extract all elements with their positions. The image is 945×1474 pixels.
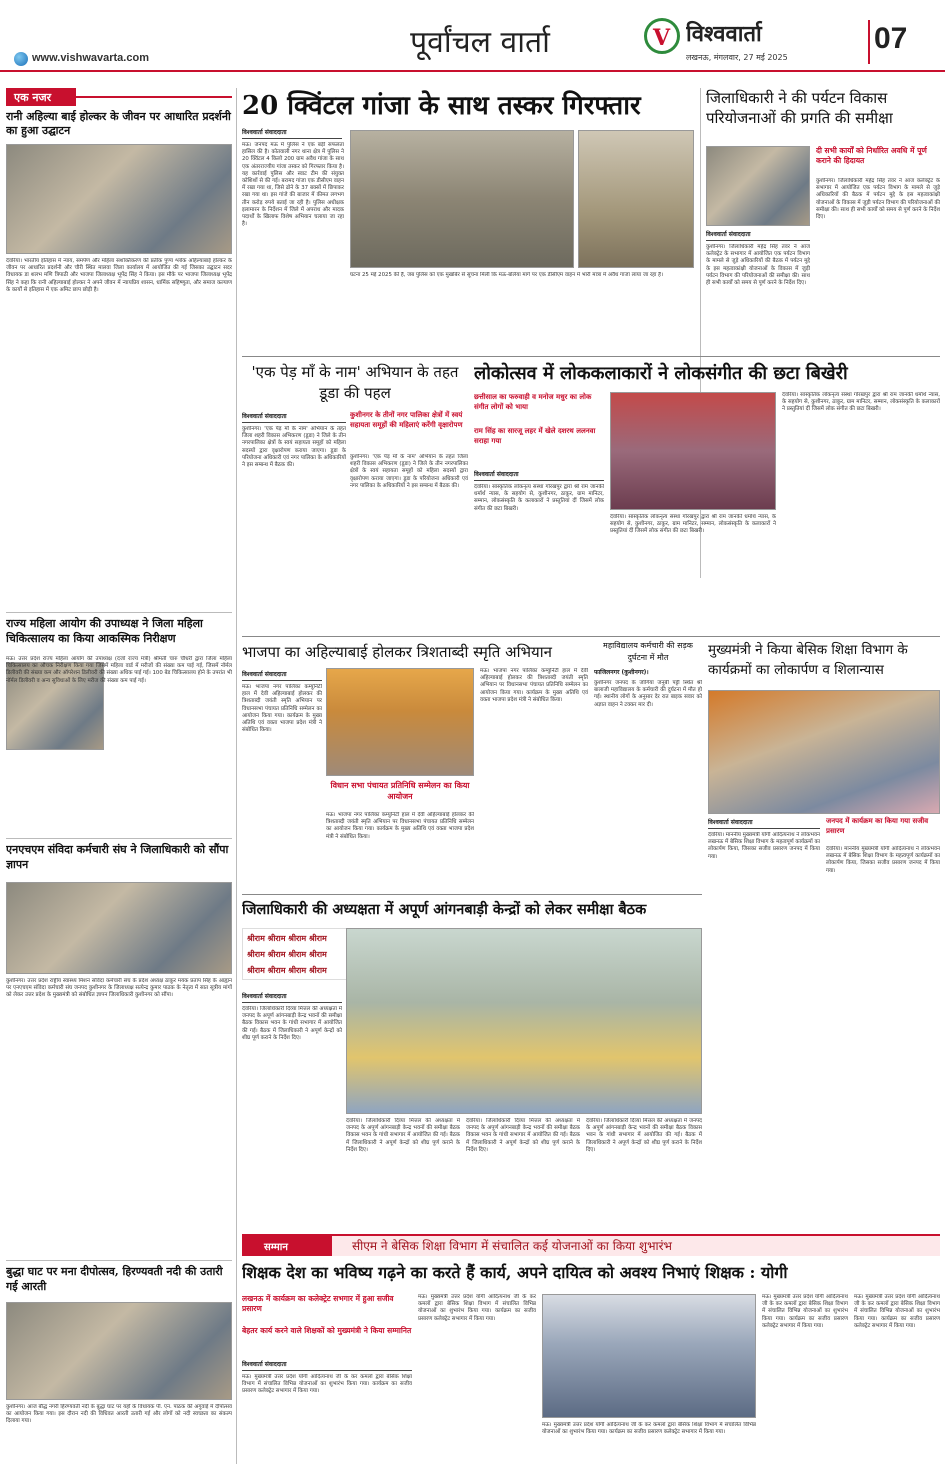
- ek-ped-text-b: कुशीनगर। 'एक पेड़ माँ के नाम' अभियान के तहत जिला शहरी विकास अभिकरण (डूडा) ने जिले के तीन नगरपालिका क्षेत्रों के स्वयं सहायता समूहों को महिला सदस्यों द्वारा वृक्षारोपण कराया जाएगा। डूडा के परियोजना अधिकारी एवं नगर पालिका के अधिकारियों ने इस सम्बन्ध में बैठक की।: [350, 454, 468, 489]
- dm-byline: विश्ववार्ता संवाददाता: [706, 230, 810, 241]
- lokotsav-point-2: राम सिंह का सारजू लहर में खेले दशरथ ललनवा सराहा गया: [474, 426, 596, 445]
- page-number-divider: [868, 20, 870, 64]
- dm-subhead-text: दी सभी कार्यों को निर्धारित अवधि में पूर्ण कराने की हिदायत: [816, 146, 927, 165]
- anganwadi-text-c: देवरिया। जिलाधिकारी दिव्या मित्तल की अध्यक्षता में जनपद के अपूर्ण आंगनबाड़ी केन्द्र भवनों की समीक्षा बैठक विकास भवन के गांधी सभागार में आयोजित की गई। बैठक में जिलाधिकारी ने अपूर्ण केन्द्रों को शीघ्र पूर्ण कराने के निर्देश दिए।: [466, 1118, 580, 1153]
- mahavidyalaya-text: कुशीनगर जनपद के जोगिया जनूबी पट्टी स्थित श्री बालाजी महाविद्यालय के कर्मचारी की दुर्घटना में मौत हो गई। स्थानीय लोगों के अनुसार देर रात बाइक सवार को अज्ञात वाहन ने टक्कर मार दी।: [594, 680, 702, 708]
- left-column: [6, 88, 232, 1468]
- mahavidyalaya-headline[interactable]: महाविद्यालय कर्मचारी की सड़क दुर्घटना में मौत: [603, 641, 693, 662]
- anganwadi-story: [242, 898, 702, 1228]
- lokotsav-story: [474, 362, 940, 632]
- main-text-left: मऊ। जनपद मऊ में पुलिस ने एक बड़ी सफलता हासिल की है। कोतवाली नगर थाना क्षेत्र में पुलिस ने 20 क्विंटल 4 किलो 200 ग्राम अवैध गांजा के साथ एक अंतरराज्यीय गांजा तस्कर को गिरफ्तार किया है। यह कार्रवाई पुलिस और स्वाट टीम की संयुक्त कोशिशों से की गई। बरामद गांजा एक डीसीएम वाहन में रखा गया था, जिसे ढोने के 37 बक्सों में छिपाकर रखा गया था। इस गांजे की बाजार में कीमत लगभग तीन करोड़ रुपये बताई जा रही है। पुलिस अधीक्षक इलामारन के निर्देशन में जिले में अपराध और मादक पदार्थों के खिलाफ विशेष अभियान चलाया जा रहा है।: [242, 142, 344, 228]
- story4-headline[interactable]: बुद्धा घाट पर मना दीपोत्सव, हिरण्यवती नदी की उतारी गई आरती: [6, 1265, 223, 1293]
- bjp-headline[interactable]: भाजपा का अहिल्याबाई होलकर त्रिशताब्दी स्मृति अभियान: [242, 643, 552, 661]
- yogi-point-1: लखनऊ में कार्यक्रम का कलेक्ट्रेट सभगार में हुआ सजीव प्रसारण: [242, 1294, 394, 1313]
- story3-headline[interactable]: एनएचएम संविदा कर्मचारी संघ ने जिलाधिकारी को सौंपा ज्ञापन: [6, 843, 229, 871]
- section-title: पूर्वांचल वार्ता: [410, 25, 550, 60]
- shriram-line-3: श्रीराम श्रीराम श्रीराम श्रीराम: [247, 966, 327, 975]
- lokotsav-headline[interactable]: लोकोत्सव में लोककलाकारों ने लोकसंगीत की छटा बिखेरी: [474, 363, 848, 384]
- bjp-subhead: विधान सभा पंचायत प्रतिनिधि सम्मेलन का किया आयोजन: [330, 780, 470, 801]
- anganwadi-text-a: देवरिया। जिलाधिकारी दिव्या मित्तल की अध्यक्षता में जनपद के अपूर्ण आंगनबाड़ी केन्द्र भवनों की समीक्षा बैठक विकास भवन के गांधी सभागार में आयोजित की गई। बैठक में जिलाधिकारी ने अपूर्ण केन्द्रों को शीघ्र पूर्ण कराने के निर्देश दिए।: [242, 1006, 342, 1041]
- shriram-line-2: श्रीराम श्रीराम श्रीराम श्रीराम: [247, 950, 327, 959]
- dm-story: [706, 88, 940, 350]
- main-photo-seized: [578, 130, 694, 268]
- mahavidyalaya-story: [594, 640, 702, 890]
- masthead: [0, 0, 945, 72]
- samman-tag: सम्मान: [242, 1236, 332, 1256]
- ek-ped-subhead: कुशीनगर के तीनों नगर पालिका क्षेत्रों में स्वयं सहायता समूहों की महिलाएं करेंगी वृक्षारोपण: [350, 410, 463, 429]
- yogi-headline[interactable]: शिक्षक देश का भविष्य गढ़ने का करते हैं कार्य, अपने दायित्व को अवश्य निभाएं शिक्षक : योगी: [242, 1263, 788, 1282]
- anganwadi-text-d: देवरिया। जिलाधिकारी दिव्या मित्तल की अध्यक्षता में जनपद के अपूर्ण आंगनबाड़ी केन्द्र भवनों की समीक्षा बैठक विकास भवन के गांधी सभागार में आयोजित की गई। बैठक में जिलाधिकारी ने अपूर्ण केन्द्रों को शीघ्र पूर्ण कराने के निर्देश दिए।: [586, 1118, 702, 1153]
- main-photo-caption: घटना 25 मई 2025 की है, जब पुलिस को एक मुखबिर से सूचना मिली कि मऊ-बलिया मार्ग पर एक डीसीएम वाहन में भारी मात्रा में अवैध गांजा लाया जा रहा है।: [350, 272, 664, 278]
- lokotsav-text-b: देवरिया। सांस्कृतिक लोकनृत्य संस्था गोरखपुर द्वारा श्री राम जानकी धर्मार्थ न्यास, के सहयोग से, कुशीनगर, ठाकुर, ग्राम मानिटर, सम्मान, लोकसंस्कृति के कलाकारों ने प्रस्तुतियां दीं जिसमें लोक संगीत की छटा बिखरी।: [610, 514, 776, 535]
- story2-text: मऊ। उत्तर प्रदेश राज्य महिला आयोग की उपाध्यक्ष (दर्जा राज्य मंत्री) श्रीमती चारु चौधरी द्वारा जिला महिला चिकित्सालय का औचक निरीक्षण किया गया जिसमें महिला वार्ड में मरीजों की संख्या कम पाई गई, जिसमें नॉर्मल डिलीवरी की संख्या कम और ऑपरेशन डिलीवरी की संख्या अधिक पाई गई। 100 बेड चिकित्सालय होने के उपरांत भी नॉर्मल डिलीवरी व अन्य सुविधाओं के लिए मरीज की संख्या कम पाई गई।: [6, 656, 232, 684]
- story1-photo: [6, 144, 232, 254]
- yogi-text-b: मऊ। मुख्यमंत्री उत्तर प्रदेश योगी आदित्यनाथ जी के कर कमलों द्वारा बेसिक शिक्षा विभाग में संचालित विभिन्न योजनाओं का शुभारंभ किया गया। कार्यक्रम का सजीव प्रसारण कलेक्ट्रेट सभागार में किया गया।: [418, 1294, 536, 1322]
- cm-basic-caption: जनपद में कार्यक्रम का किया गया सजीव प्रसारण: [826, 816, 929, 835]
- cm-basic-text-b: देवरिया। माननीय मुख्यमंत्री योगी आदित्यनाथ ने लोकभवन लखनऊ में बेसिक शिक्षा विभाग के महत्वपूर्ण कार्यक्रमों का लोकार्पण किया, जिसका सजीव प्रसारण जनपद में किया गया।: [826, 846, 940, 874]
- story1-headline[interactable]: रानी अहिल्या बाई होल्कर के जीवन पर आधारित प्रदर्शनी का हुआ उद्घाटन: [6, 110, 231, 137]
- main-photo-police: [350, 130, 574, 268]
- brand-name: विश्ववार्ता: [686, 21, 762, 47]
- page-number: 07: [874, 22, 908, 55]
- yogi-story: [242, 1260, 940, 1470]
- place-date: लखनऊ, मंगलवार, 27 मई 2025: [686, 53, 788, 62]
- lokotsav-point-1: छत्तीसाल का फरुवाही व मनोज मधुर का लोक संगीत लोगों को भाया: [474, 392, 592, 411]
- main-byline: विश्ववार्ता संवाददाता: [242, 128, 342, 139]
- cm-basic-byline: विश्ववार्ता संवाददाता: [708, 818, 820, 829]
- bjp-text-a: मऊ। भाजपा नगर पालिका कम्युनिटी हाल में देवी अहिल्याबाई होलकर की त्रिशताब्दी जयंती स्मृति अभियान पर विधानसभा पंचायत प्रतिनिधि सम्मेलन का आयोजन किया गया। कार्यक्रम के मुख्य अतिथि एवं वक्ता भाजपा प्रदेश मंत्री ने संबोधित किया।: [242, 684, 322, 734]
- lokotsav-photo: [610, 392, 776, 510]
- lokotsav-text-c: देवरिया। सांस्कृतिक लोकनृत्य संस्था गोरखपुर द्वारा श्री राम जानकी धर्मार्थ न्यास, के सहयोग से, कुशीनगर, ठाकुर, ग्राम मानिटर, सम्मान, लोकसंस्कृति के कलाकारों ने प्रस्तुतियां दीं जिसमें लोक संगीत की छटा बिखरी।: [782, 392, 940, 413]
- cm-basic-photo: [708, 690, 940, 814]
- anganwadi-headline[interactable]: जिलाधिकारी की अध्यक्षता में अपूर्ण आंगनबाड़ी केन्द्रों को लेकर समीक्षा बैठक: [242, 901, 647, 918]
- story3-photo: [6, 882, 232, 974]
- bjp-byline: विश्ववार्ता संवाददाता: [242, 670, 322, 681]
- cm-basic-story: [708, 640, 940, 1228]
- anganwadi-text-b: देवरिया। जिलाधिकारी दिव्या मित्तल की अध्यक्षता में जनपद के अपूर्ण आंगनबाड़ी केन्द्र भवनों की समीक्षा बैठक विकास भवन के गांधी सभागार में आयोजित की गई। बैठक में जिलाधिकारी ने अपूर्ण केन्द्रों को शीघ्र पूर्ण कराने के निर्देश दिए।: [346, 1118, 460, 1153]
- bjp-story: [242, 640, 588, 890]
- samman-bar: [242, 1234, 940, 1256]
- ek-ped-story: [242, 362, 468, 632]
- dm-headline[interactable]: जिलाधिकारी ने की पर्यटन विकास परियोजनाओं की प्रगति की समीक्षा: [706, 89, 893, 127]
- brand-logo-icon: V: [644, 18, 680, 54]
- anganwadi-photo: [346, 928, 702, 1114]
- yogi-byline: विश्ववार्ता संवाददाता: [242, 1360, 412, 1371]
- cm-basic-text-a: देवरिया। माननीय मुख्यमंत्री योगी आदित्यनाथ ने लोकभवन लखनऊ में बेसिक शिक्षा विभाग के महत्वपूर्ण कार्यक्रमों का लोकार्पण किया, जिसका सजीव प्रसारण जनपद में किया गया।: [708, 832, 820, 860]
- story3-text: कुशीनगर। उत्तर प्रदेश राष्ट्रीय स्वास्थ्य मिशन संविदा कर्मचारी संघ के प्रदेश अध्यक्ष ठाकुर मयंक प्रताप सिंह के आह्वान पर एनएचएम संविदा कर्मचारी संघ जनपद कुशीनगर के जिलाध्यक्ष सत्येन्द्र कुमार पाठक के नेतृत्व में सात सूत्रीय मांगों को लेकर उत्तर प्रदेश के मुख्यमंत्री को संबोधित ज्ञापन जिलाधिकारी कुशीनगर को सौंपा।: [6, 978, 232, 999]
- bjp-text-b: मऊ। भाजपा नगर पालिका कम्युनिटी हाल में देवी अहिल्याबाई होलकर की त्रिशताब्दी जयंती स्मृति अभियान पर विधानसभा पंचायत प्रतिनिधि सम्मेलन का आयोजन किया गया। कार्यक्रम के मुख्य अतिथि एवं वक्ता भाजपा प्रदेश मंत्री ने संबोधित किया।: [326, 812, 474, 840]
- yogi-point-2: बेहतर कार्य करने वाले शिक्षकों को मुख्यमंत्री ने किया सम्मानित: [242, 1326, 412, 1335]
- dm-text-left: कुशीनगर। जिलाधिकारी महेंद्र सिंह तंवर ने आज कलेक्ट्रेट के सभागार में आयोजित एक पर्यटन विभाग के मामले से जुड़े अधिकारियों की बैठक में पर्यटन मुद्दे के इस महत्वाकांक्षी योजनाओं के विकास में जुड़ी पर्यटन विभाग की परियोजनाओं की समीक्षा की। साथ ही सभी कार्यों को समय से पूर्ण करने के निर्देश दिए।: [706, 244, 810, 287]
- samman-text[interactable]: सीएम ने बेसिक शिक्षा विभाग में संचालित कई योजनाओं का किया शुभारंभ: [352, 1239, 672, 1253]
- main-headline[interactable]: 20 क्विंटल गांजा के साथ तस्कर गिरफ्तार: [242, 91, 641, 121]
- anganwadi-byline: विश्ववार्ता संवाददाता: [242, 992, 342, 1003]
- ek-ped-headline[interactable]: 'एक पेड़ माँ के नाम' अभियान के तहत डूडा की पहल: [251, 363, 459, 402]
- story4-text: कुशीनगर। आज बौद्ध नगरी हिरण्यवती नदी के बुद्धा घाट पर यहाँ के विधायक पी. एन. पाठक की अगुवाई में दीपोत्सव का आयोजन किया गया। इस दौरान नदी की विधिवत आरती उतारी गई और लोगों को नदी स्वच्छता का संकल्प दिलाया गया।: [6, 1404, 232, 1425]
- shriram-line-1: श्रीराम श्रीराम श्रीराम श्रीराम: [247, 934, 327, 943]
- yogi-text-a: मऊ। मुख्यमंत्री उत्तर प्रदेश योगी आदित्यनाथ जी के कर कमलों द्वारा बेसिक शिक्षा विभाग में संचालित विभिन्न योजनाओं का शुभारंभ किया गया। कार्यक्रम का सजीव प्रसारण कलेक्ट्रेट सभागार में किया गया।: [242, 1374, 412, 1395]
- lokotsav-text-a: देवरिया। सांस्कृतिक लोकनृत्य संस्था गोरखपुर द्वारा श्री राम जानकी धर्मार्थ न्यास, के सहयोग से, कुशीनगर, ठाकुर, ग्राम मानिटर, सम्मान, लोकसंस्कृति के कलाकारों ने प्रस्तुतियां दीं जिसमें लोक संगीत की छटा बिखरी।: [474, 484, 604, 512]
- lokotsav-byline: विश्ववार्ता संवाददाता: [474, 470, 604, 481]
- dm-photo: [706, 146, 810, 226]
- ek-ped-text-a: कुशीनगर। 'एक पेड़ माँ के नाम' अभियान के तहत जिला शहरी विकास अभिकरण (डूडा) ने जिले के तीन नगरपालिका क्षेत्रों के स्वयं सहायता समूहों को महिला सदस्यों द्वारा वृक्षारोपण कराया जाएगा। डूडा के परियोजना अधिकारी एवं नगर पालिका के अधिकारियों ने इस सम्बन्ध में बैठक की।: [242, 426, 346, 469]
- website-url[interactable]: www.vishwavarta.com: [32, 52, 149, 64]
- yogi-text-e: मऊ। मुख्यमंत्री उत्तर प्रदेश योगी आदित्यनाथ जी के कर कमलों द्वारा बेसिक शिक्षा विभाग में संचालित विभिन्न योजनाओं का शुभारंभ किया गया। कार्यक्रम का सजीव प्रसारण कलेक्ट्रेट सभागार में किया गया।: [854, 1294, 940, 1329]
- yogi-photo: [542, 1294, 756, 1418]
- dm-subhead: [816, 146, 940, 174]
- bjp-text-c: मऊ। भाजपा नगर पालिका कम्युनिटी हाल में देवी अहिल्याबाई होलकर की त्रिशताब्दी जयंती स्मृति अभियान पर विधानसभा पंचायत प्रतिनिधि सम्मेलन का आयोजन किया गया। कार्यक्रम के मुख्य अतिथि एवं वक्ता भाजपा प्रदेश मंत्री ने संबोधित किया।: [480, 668, 588, 703]
- dm-text-right: कुशीनगर। जिलाधिकारी महेंद्र सिंह तंवर ने आज कलेक्ट्रेट के सभागार में आयोजित एक पर्यटन विभाग के मामले से जुड़े अधिकारियों की बैठक में पर्यटन मुद्दे के इस महत्वाकांक्षी योजनाओं के विकास में जुड़ी पर्यटन विभाग की परियोजनाओं की समीक्षा की। साथ ही सभी कार्यों को समय से पूर्ण करने के निर्देश दिए।: [816, 178, 940, 221]
- story2-headline[interactable]: राज्य महिला आयोग की उपाध्यक्ष ने जिला महिला चिकित्सालय का किया आकस्मिक निरीक्षण: [6, 617, 203, 645]
- story1-text: देवरिया। भारतीय इतिहास में न्याय, समर्पण और महिला सशक्तिकरण की प्रतीक पुण्य श्लोक अहिल्याबाई होल्कर के जीवन पर आधारित प्रदर्शनी और चौरी स्थित मालवा जिला कार्यालय में आयोजित की गई जिसका उद्घाटन सदर विधायक डा शलभ मणि त्रिपाठी और भाजपा जिलाध्यक्ष भूपेंद्र सिंह ने किया। इस मौके पर भाजपा जिलाध्यक्ष भूपेंद्र सिंह ने कहा कि रानी अहिल्याबाई होल्कर ने अपने जीवन में न्यायप्रिय शासन, धार्मिक सहिष्णुता, और समाज कल्याण के कार्यों से इतिहास में एक अमिट छाप छोड़ी है।: [6, 258, 232, 293]
- bjp-photo: [326, 668, 474, 776]
- globe-icon: [14, 52, 28, 66]
- main-story: [242, 88, 694, 350]
- ek-ped-byline: विश्ववार्ता संवाददाता: [242, 412, 346, 423]
- yogi-text-c: मऊ। मुख्यमंत्री उत्तर प्रदेश योगी आदित्यनाथ जी के कर कमलों द्वारा बेसिक शिक्षा विभाग में संचालित विभिन्न योजनाओं का शुभारंभ किया गया। कार्यक्रम का सजीव प्रसारण कलेक्ट्रेट सभागार में किया गया।: [542, 1422, 756, 1436]
- mahavidyalaya-byline: फाजिलनगर (कुशीनगर)।: [594, 669, 649, 676]
- cm-basic-headline[interactable]: मुख्यमंत्री ने किया बेसिक शिक्षा विभाग के कार्यक्रमों का लोकार्पण व शिलान्यास: [708, 642, 908, 678]
- yogi-text-d: मऊ। मुख्यमंत्री उत्तर प्रदेश योगी आदित्यनाथ जी के कर कमलों द्वारा बेसिक शिक्षा विभाग में संचालित विभिन्न योजनाओं का शुभारंभ किया गया। कार्यक्रम का सजीव प्रसारण कलेक्ट्रेट सभागार में किया गया।: [762, 1294, 848, 1329]
- story4-photo: [6, 1302, 232, 1400]
- section-tag: एक नजर: [6, 88, 76, 106]
